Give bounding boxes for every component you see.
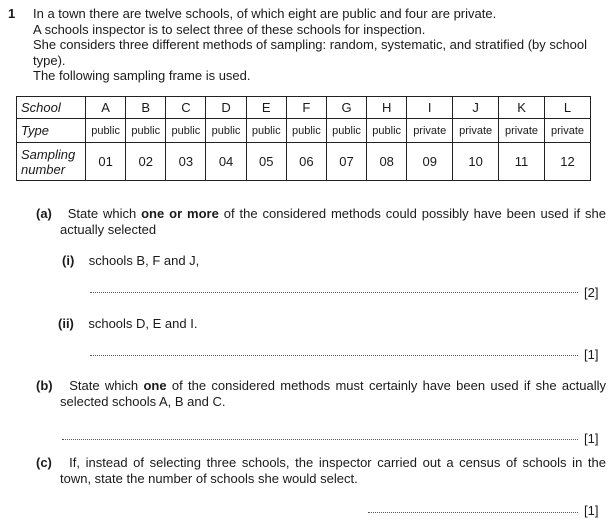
type-cell: public (86, 119, 126, 143)
row-header-sampling-number: Sampling number (17, 143, 86, 181)
table-row-type (17, 119, 591, 143)
part-c-text: If, instead of selecting three schools, the inspector carried out a census of schools in the town, state the number of schools she would select. (60, 455, 606, 486)
sampling-frame-table (16, 96, 591, 181)
part-b-label: (b) (36, 378, 53, 393)
type-cell: public (126, 119, 166, 143)
sampling-number-cell: 10 (453, 143, 499, 181)
school-cell: C (166, 97, 206, 119)
sampling-number-cell: 12 (545, 143, 591, 181)
type-cell: public (367, 119, 407, 143)
sampling-number-cell: 11 (499, 143, 545, 181)
answer-line-a-ii[interactable] (90, 355, 578, 356)
part-b-bold: one (143, 378, 167, 393)
part-b-text-before: State which (69, 378, 139, 393)
part-c-label: (c) (36, 455, 52, 470)
part-a-i-text: schools B, F and J, (88, 253, 200, 268)
answer-line-a-i[interactable] (90, 292, 578, 293)
school-cell: L (545, 97, 591, 119)
school-cell: A (86, 97, 126, 119)
sampling-number-cell: 05 (246, 143, 286, 181)
sampling-number-cell: 04 (206, 143, 246, 181)
part-a-ii-text: schools D, E and I. (88, 316, 198, 331)
school-cell: D (206, 97, 246, 119)
row-header-type: Type (17, 119, 86, 143)
school-cell: J (453, 97, 499, 119)
school-cell: I (407, 97, 453, 119)
sampling-number-cell: 06 (286, 143, 326, 181)
type-cell: public (286, 119, 326, 143)
sampling-number-cell: 02 (126, 143, 166, 181)
marks-c: [1] (584, 503, 599, 518)
part-b (36, 378, 606, 409)
part-a (36, 206, 606, 237)
type-cell: public (206, 119, 246, 143)
type-cell: public (326, 119, 366, 143)
sampling-number-cell: 03 (166, 143, 206, 181)
school-cell: G (326, 97, 366, 119)
school-cell: K (499, 97, 545, 119)
school-cell: H (367, 97, 407, 119)
part-a-i-label: (i) (62, 253, 75, 268)
intro-line-4: The following sampling frame is used. (33, 68, 251, 83)
part-a-text-after: of the considered methods could possibly have been used if she actually selected (60, 206, 606, 237)
type-cell: private (453, 119, 499, 143)
type-cell: private (545, 119, 591, 143)
question-number: 1 (8, 6, 16, 21)
school-cell: E (246, 97, 286, 119)
table-row-sampling-number (17, 143, 591, 181)
marks-b: [1] (584, 431, 599, 446)
row-header-school: School (17, 97, 86, 119)
part-a-bold: one or more (141, 206, 219, 221)
sampling-number-cell: 01 (86, 143, 126, 181)
type-cell: private (499, 119, 545, 143)
question-intro (33, 6, 605, 84)
part-a-label: (a) (36, 206, 52, 221)
part-c (36, 455, 606, 486)
sampling-number-cell: 07 (326, 143, 366, 181)
school-cell: B (126, 97, 166, 119)
type-cell: private (407, 119, 453, 143)
type-cell: public (246, 119, 286, 143)
part-a-ii (58, 316, 197, 332)
school-cell: F (286, 97, 326, 119)
part-b-text-after: of the considered methods must certainly have been used if she actually selected schools A, B and C. (60, 378, 606, 409)
answer-line-b[interactable] (62, 439, 578, 440)
intro-line-2: A schools inspector is to select three of these schools for inspection. (33, 21, 426, 37)
part-a-i (62, 253, 199, 269)
sampling-number-cell: 08 (367, 143, 407, 181)
table-row-school (17, 97, 591, 119)
marks-a-ii: [1] (584, 347, 599, 362)
marks-a-i: [2] (584, 285, 599, 300)
answer-line-c[interactable] (368, 512, 578, 513)
part-a-text-before: State which (67, 206, 137, 221)
intro-line-1: In a town there are twelve schools, of which eight are public and four are private. (33, 6, 497, 21)
type-cell: public (166, 119, 206, 143)
part-a-ii-label: (ii) (58, 316, 74, 331)
intro-line-3: She considers three different methods of sampling: random, systematic, and stratified (by school type). (33, 37, 587, 68)
sampling-number-cell: 09 (407, 143, 453, 181)
